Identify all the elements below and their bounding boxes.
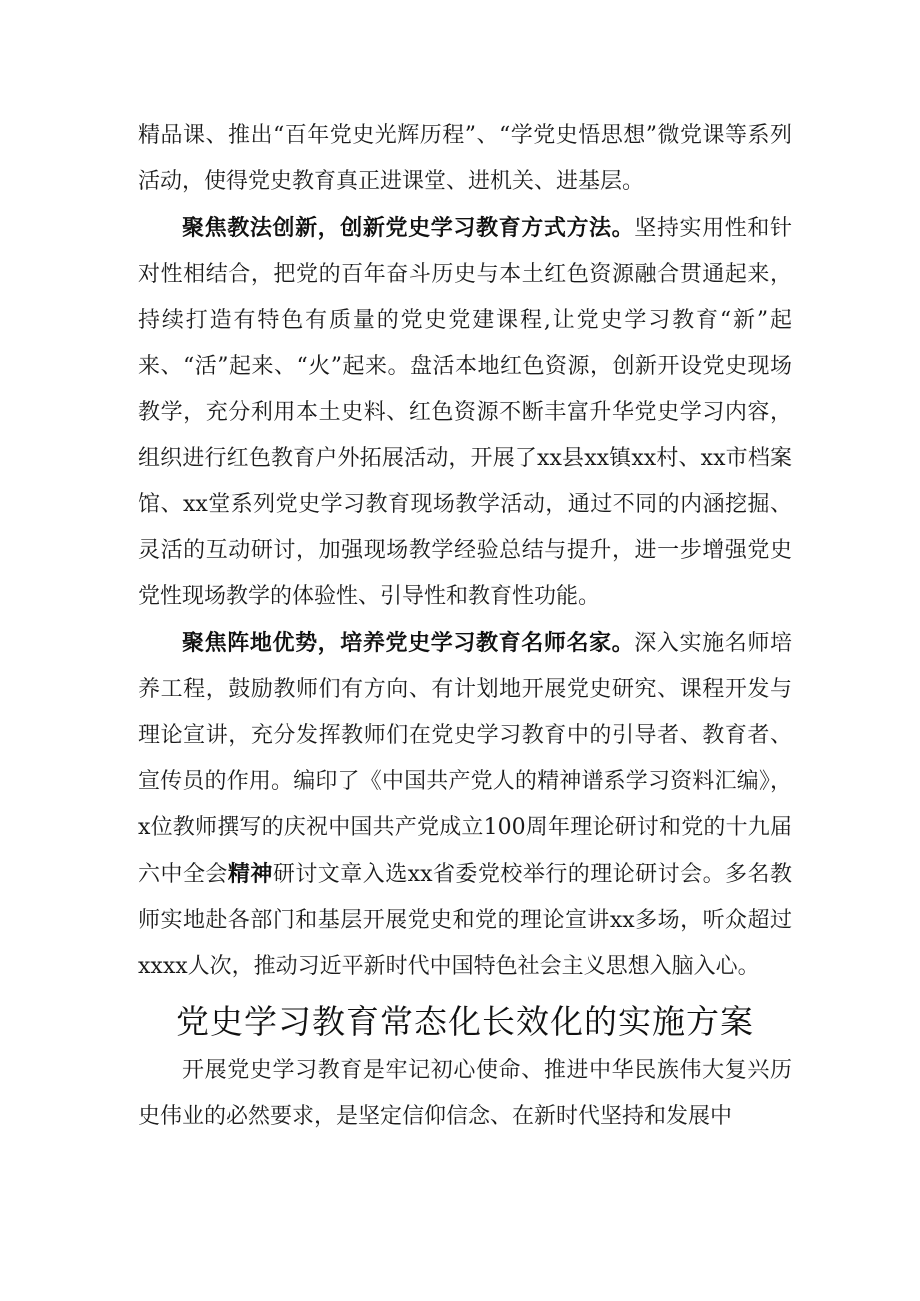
paragraph-continued bbox=[138, 113, 792, 205]
emphasis-text: 精神 bbox=[227, 861, 273, 887]
document-title: 党史学习教育常态化长效化的实施方案 bbox=[176, 1002, 754, 1041]
paragraph-famous-teachers bbox=[138, 620, 792, 990]
paragraph-body-text: 开展党史学习教育是牢记初心使命、推进中华民族伟大复兴历史伟业的必然要求，是坚定信仰信念、在新时代坚持和发展中 bbox=[138, 1058, 792, 1129]
paragraph-body-text: 深入实施名师培养工程，鼓励教师们有方向、有计划地开展党史研究、课程开发与理论宣讲，充分发挥教师们在党史学习教育中的引导者、教育者、宣传员的作用。编印了《中国共产党人的精神谱系学习资料汇编》，x位教师撰写的庆祝中国共产党成立100周年理论研讨和党的十九届六中全会 bbox=[138, 631, 792, 887]
paragraph-body-text: 坚持实用性和针对性相结合，把党的百年奋斗历史与本土红色资源融合贯通起来，持续打造有特色有质量的党史党建课程,让党史学习教育“新”起来、“活”起来、“火”起来。盘活本地红色资源，创新开设党史现场教学，充分利用本土史料、红色资源不断丰富升华党史学习内容，组织进行红色教育户外拓展活动，开展了xx县xx镇xx村、xx市档案馆、xx堂系列党史学习教育现场教学活动，通过不同的内涵挖掘、灵活的互动研讨，加强现场教学经验总结与提升，进一步增强党史党性现场教学的体验性、引导性和教育性功能。 bbox=[138, 216, 792, 609]
paragraph-continued-text: 精品课、推出“百年党史光辉历程”、“学党史悟思想”微党课等系列活动，使得党史教育真正进课堂、进机关、进基层。 bbox=[138, 123, 792, 194]
paragraph-lead-heading: 聚焦阵地优势，培养党史学习教育名师名家。 bbox=[182, 630, 635, 656]
document-body bbox=[138, 113, 792, 1140]
paragraph-lead-heading: 聚焦教法创新，创新党史学习教育方式方法。 bbox=[182, 215, 635, 241]
paragraph-intro bbox=[138, 1048, 792, 1140]
paragraph-body-text: 研讨文章入选xx省委党校举行的理论研讨会。多名教师实地赴各部门和基层开展党史和党的理论宣讲xx多场，听众超过xxxx人次，推动习近平新时代中国特色社会主义思想入脑入心。 bbox=[138, 862, 792, 979]
paragraph-teaching-innovation bbox=[138, 205, 792, 620]
